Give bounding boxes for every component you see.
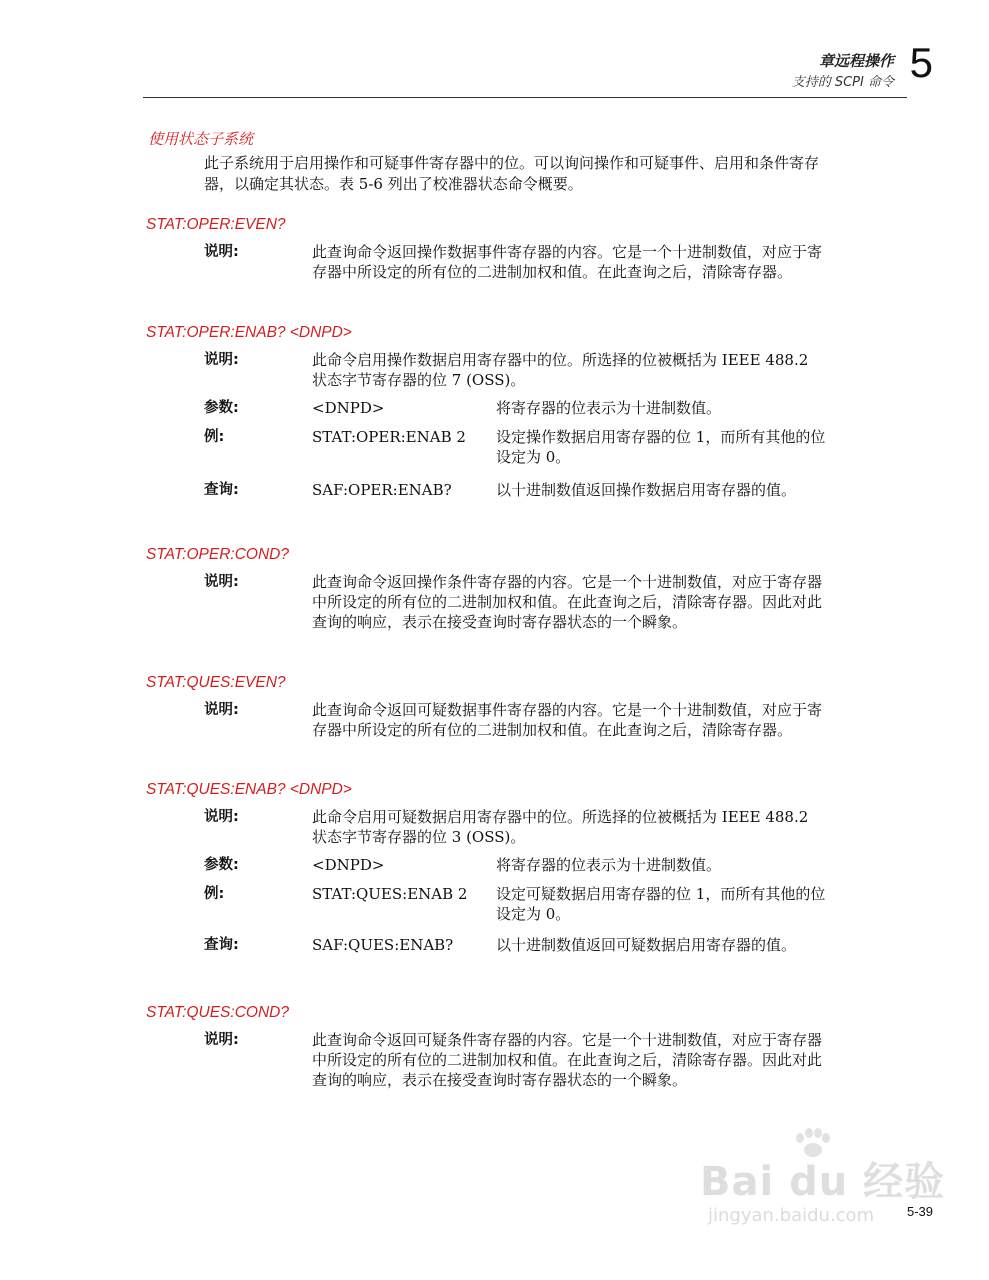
- description-label: 说明:: [204, 809, 239, 825]
- query-label: 查询:: [204, 937, 239, 953]
- command-heading: STAT:OPER:EVEN?: [146, 216, 286, 233]
- example-value: STAT:QUES:ENAB 2: [312, 885, 468, 903]
- parameter-description: 将寄存器的位表示为十进制数值。: [496, 856, 722, 874]
- description-label: 说明:: [204, 1032, 239, 1048]
- query-value: SAF:QUES:ENAB?: [312, 936, 454, 954]
- example-value: STAT:OPER:ENAB 2: [312, 428, 466, 446]
- description-label: 说明:: [204, 352, 239, 368]
- description-label: 说明:: [204, 244, 239, 260]
- query-description: 以十进制数值返回操作数据启用寄存器的值。: [496, 481, 797, 499]
- description-text: 此查询命令返回操作条件寄存器的内容。它是一个十进制数值，对应于寄存器中所设定的所有位的二进制加权和值。在此查询之后，清除寄存器。因此对此查询的响应，表示在接受查询时寄存器状态的一个瞬象。: [312, 573, 823, 631]
- page-number: 5-39: [906, 1204, 933, 1219]
- description-text: 此查询命令返回可疑条件寄存器的内容。它是一个十进制数值，对应于寄存器中所设定的所有位的二进制加权和值。在此查询之后，清除寄存器。因此对此查询的响应，表示在接受查询时寄存器状态的一个瞬象。: [312, 1031, 823, 1089]
- command-heading: STAT:QUES:COND?: [146, 1004, 289, 1021]
- intro-paragraph: 此子系统用于启用操作和可疑事件寄存器中的位。可以询问操作和可疑事件、启用和条件寄存器，以确定其状态。表 5-6 列出了校准器状态命令概要。: [204, 154, 820, 193]
- chapter-title: 章远程操作: [818, 52, 894, 70]
- description-text: 此查询命令返回可疑数据事件寄存器的内容。它是一个十进制数值，对应于寄存器中所设定的所有位的二进制加权和值。在此查询之后，清除寄存器。: [312, 701, 823, 739]
- query-description: 以十进制数值返回可疑数据启用寄存器的值。: [496, 936, 797, 954]
- description-label: 说明:: [204, 702, 239, 718]
- example-label: 例:: [204, 429, 225, 445]
- parameter-value: <DNPD>: [312, 856, 385, 874]
- parameter-label: 参数:: [204, 857, 239, 873]
- watermark-url: jingyan.baidu.com: [708, 1205, 875, 1226]
- description-label: 说明:: [204, 574, 239, 590]
- intro-heading: 使用状态子系统: [148, 130, 254, 148]
- parameter-label: 参数:: [204, 400, 239, 416]
- query-value: SAF:OPER:ENAB?: [312, 481, 452, 499]
- example-description: 设定操作数据启用寄存器的位 1，而所有其他的位设定为 0。: [496, 428, 826, 466]
- example-label: 例:: [204, 886, 225, 902]
- description-text: 此命令启用可疑数据启用寄存器中的位。所选择的位被概括为 IEEE 488.2 状态字节寄存器的位 3 (OSS)。: [312, 808, 809, 846]
- watermark-logo: Bai du 经验: [700, 1159, 946, 1205]
- example-description: 设定可疑数据启用寄存器的位 1，而所有其他的位设定为 0。: [496, 885, 826, 923]
- header-rule: [143, 97, 907, 98]
- command-heading: STAT:QUES:ENAB? <DNPD>: [146, 781, 352, 798]
- command-heading: STAT:OPER:ENAB? <DNPD>: [146, 324, 352, 341]
- parameter-value: <DNPD>: [312, 399, 385, 417]
- command-heading: STAT:OPER:COND?: [146, 546, 289, 563]
- command-heading: STAT:QUES:EVEN?: [146, 674, 286, 691]
- description-text: 此查询命令返回操作数据事件寄存器的内容。它是一个十进制数值，对应于寄存器中所设定的所有位的二进制加权和值。在此查询之后，清除寄存器。: [312, 243, 823, 281]
- description-text: 此命令启用操作数据启用寄存器中的位。所选择的位被概括为 IEEE 488.2 状态字节寄存器的位 7 (OSS)。: [312, 351, 809, 389]
- section-subtitle: 支持的 SCPI 命令: [791, 75, 894, 90]
- chapter-number: 5: [909, 39, 933, 86]
- parameter-description: 将寄存器的位表示为十进制数值。: [496, 399, 722, 417]
- query-label: 查询:: [204, 482, 239, 498]
